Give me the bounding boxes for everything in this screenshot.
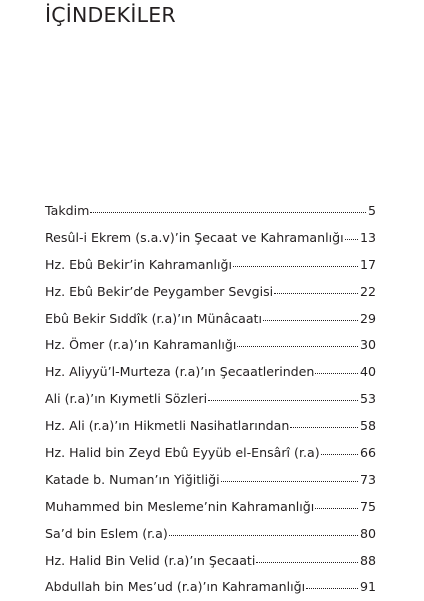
toc-entry: [45, 574, 376, 601]
toc-dot-leader: [315, 508, 358, 509]
toc-entry: [45, 252, 376, 279]
toc-dot-leader: [306, 588, 358, 589]
toc-dot-leader: [345, 239, 358, 240]
toc-entry-title: Hz. Ebû Bekir’de Peygamber Sevgisi: [45, 283, 274, 299]
toc-dot-leader: [90, 212, 366, 213]
toc-entry-title: Hz. Ebû Bekir’in Kahramanlığı: [45, 256, 232, 272]
toc-entry-title: Hz. Aliyyü’l-Murteza (r.a)’ın Şecaatlerinden: [45, 364, 315, 380]
toc-entry-page: 5: [367, 203, 376, 218]
toc-entry-title: Sa’d bin Eslem (r.a): [45, 525, 168, 541]
toc-entry-page: 22: [359, 283, 376, 299]
toc-entry-page: 88: [359, 552, 376, 568]
toc-dot-leader: [237, 346, 358, 347]
toc-entry-page: 80: [359, 525, 376, 541]
toc-entry-title: Abdullah bin Mes’ud (r.a)’ın Kahramanlığı: [45, 579, 306, 595]
toc-entry-title: Hz. Ömer (r.a)’ın Kahramanlığı: [45, 337, 237, 353]
toc-entry-page: 17: [359, 256, 376, 272]
toc-entry-page: 58: [359, 418, 376, 434]
toc-entry: [45, 359, 376, 386]
table-of-contents: [45, 198, 376, 601]
toc-entry: [45, 386, 376, 413]
toc-dot-leader: [256, 562, 358, 563]
toc-entry: [45, 306, 376, 333]
toc-entry-page: 53: [359, 391, 376, 407]
toc-entry-title: Takdim: [45, 203, 90, 218]
toc-entry-page: 30: [359, 337, 376, 353]
toc-dot-leader: [221, 481, 358, 482]
toc-entry-title: Muhammed bin Mesleme’nin Kahramanlığı: [45, 498, 315, 514]
toc-entry-title: Hz. Ali (r.a)’ın Hikmetli Nasihatlarından: [45, 418, 290, 434]
toc-entry-page: 13: [359, 229, 376, 245]
toc-entry-page: 91: [359, 579, 376, 595]
toc-entry: [45, 198, 376, 225]
toc-entry-title: Hz. Halid Bin Velid (r.a)’ın Şecaati: [45, 552, 256, 568]
toc-entry-title: Resûl-i Ekrem (s.a.v)’in Şecaat ve Kahramanlığı: [45, 229, 344, 245]
toc-entry-title: Ebû Bekir Sıddîk (r.a)’ın Münâcaatı: [45, 310, 262, 326]
toc-entry-title: Katade b. Numan’ın Yiğitliği: [45, 471, 220, 487]
toc-entry: [45, 225, 376, 252]
toc-entry-title: Hz. Halid bin Zeyd Ebû Eyyüb el-Ensârî (r.a): [45, 445, 320, 461]
toc-entry: [45, 548, 376, 575]
toc-entry-page: 40: [359, 364, 376, 380]
toc-entry: [45, 332, 376, 359]
toc-entry: [45, 467, 376, 494]
toc-dot-leader: [290, 427, 358, 428]
toc-dot-leader: [233, 266, 358, 267]
toc-entry-page: 29: [359, 310, 376, 326]
toc-dot-leader: [315, 373, 358, 374]
toc-dot-leader: [208, 400, 358, 401]
toc-dot-leader: [321, 454, 358, 455]
toc-dot-leader: [169, 535, 358, 536]
toc-entry: [45, 440, 376, 467]
toc-entry-page: 73: [359, 471, 376, 487]
toc-entry-page: 66: [359, 445, 376, 461]
toc-entry: [45, 413, 376, 440]
toc-entry: [45, 494, 376, 521]
toc-dot-leader: [274, 293, 358, 294]
page-title: İÇİNDEKİLER: [45, 3, 176, 27]
toc-entry: [45, 521, 376, 548]
toc-dot-leader: [263, 320, 358, 321]
toc-entry-page: 75: [359, 498, 376, 514]
toc-entry: [45, 279, 376, 306]
toc-entry-title: Ali (r.a)’ın Kıymetli Sözleri: [45, 391, 208, 407]
